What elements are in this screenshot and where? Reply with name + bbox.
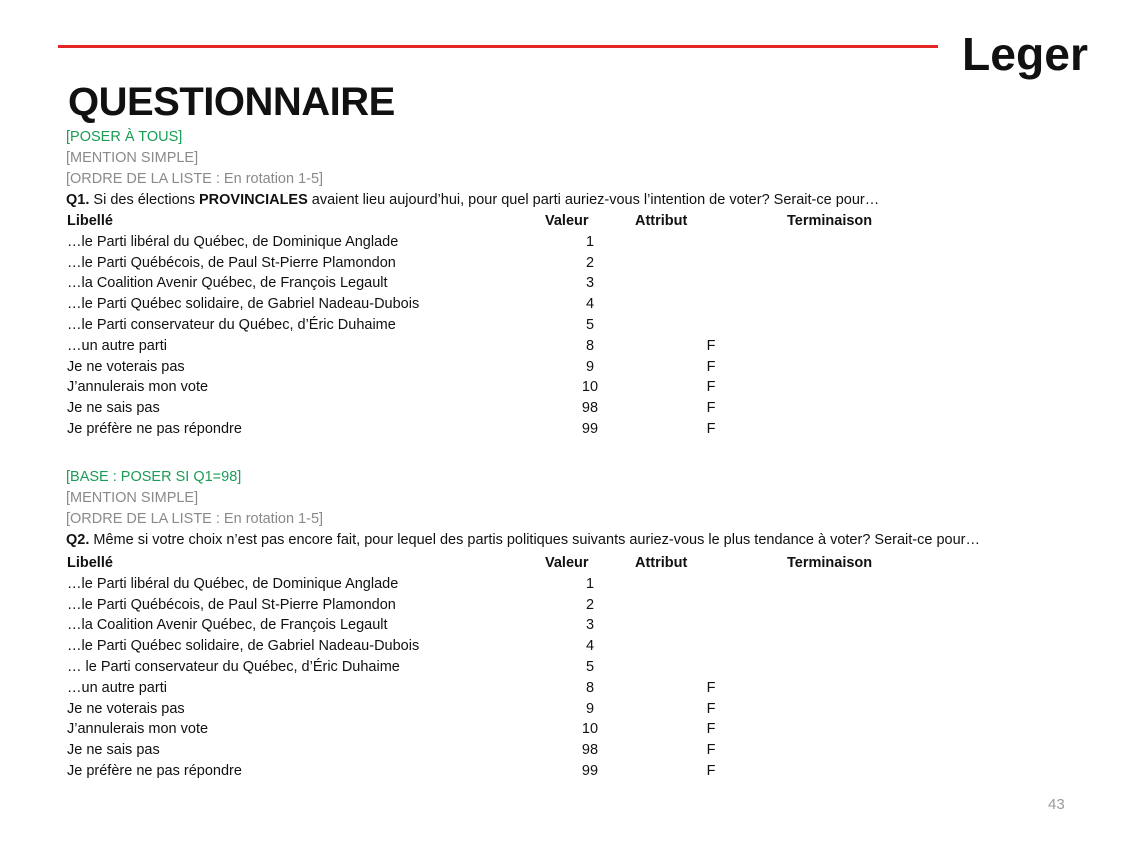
row-termination (787, 615, 937, 636)
table-row (67, 232, 937, 253)
row-label: …le Parti Québécois, de Paul St-Pierre Plamondon (67, 254, 396, 271)
table-row (67, 615, 937, 636)
col-attribute-header: Attribut (635, 555, 688, 571)
row-attribute (635, 273, 787, 294)
row-attribute (635, 595, 787, 616)
row-attribute: F (706, 721, 716, 738)
row-attribute (635, 657, 787, 678)
row-termination (787, 357, 937, 378)
row-value: 1 (585, 233, 595, 250)
row-value: 99 (581, 420, 599, 437)
q1-order: [ORDRE DE LA LISTE : En rotation 1-5] (66, 171, 324, 187)
question-q1-block (66, 127, 1106, 440)
row-termination (787, 719, 937, 740)
row-label: …le Parti libéral du Québec, de Dominique Anglade (67, 233, 399, 250)
row-value: 8 (585, 679, 595, 696)
row-label: …le Parti Québec solidaire, de Gabriel Nadeau-Dubois (67, 638, 420, 655)
table-row (67, 699, 937, 720)
col-value-header: Valeur (545, 555, 589, 571)
row-attribute (635, 315, 787, 336)
row-value: 4 (585, 296, 595, 313)
row-attribute: F (706, 400, 716, 417)
row-termination (787, 699, 937, 720)
q2-order: [ORDRE DE LA LISTE : En rotation 1-5] (66, 511, 324, 527)
row-label: … le Parti conservateur du Québec, d’Éric Duhaime (67, 658, 400, 675)
col-value-header: Valeur (545, 213, 589, 229)
row-attribute: F (706, 742, 716, 759)
row-label: …le Parti Québécois, de Paul St-Pierre Plamondon (67, 596, 396, 613)
row-value: 1 (585, 575, 595, 592)
row-value: 9 (585, 700, 595, 717)
table-row (67, 398, 937, 419)
table-row (67, 377, 937, 398)
row-termination (787, 740, 937, 761)
q1-number: Q1. (66, 192, 90, 208)
q1-header-row (67, 211, 937, 232)
row-label: J’annulerais mon vote (67, 379, 209, 396)
row-termination (787, 315, 937, 336)
row-label: …le Parti Québec solidaire, de Gabriel Nadeau-Dubois (67, 296, 420, 313)
q2-question (66, 530, 1106, 551)
row-termination (787, 273, 937, 294)
page-number: 43 (1048, 796, 1065, 813)
table-row (67, 657, 937, 678)
row-label: Je préfère ne pas répondre (67, 420, 242, 437)
row-label: J’annulerais mon vote (67, 721, 209, 738)
row-attribute (635, 615, 787, 636)
row-label: Je ne sais pas (67, 742, 160, 759)
table-row (67, 719, 937, 740)
q2-mention: [MENTION SIMPLE] (66, 490, 199, 506)
row-label: Je ne voterais pas (67, 700, 185, 717)
q1-text-after: avaient lieu aujourd’hui, pour quel parti auriez-vous l’intention de voter? Serait-ce pour… (307, 192, 880, 208)
row-attribute: F (706, 358, 716, 375)
leger-logo (960, 28, 1100, 104)
q2-instruction: [BASE : POSER SI Q1=98] (66, 469, 242, 485)
row-value: 9 (585, 358, 595, 375)
row-attribute (635, 574, 787, 595)
row-termination (787, 253, 937, 274)
question-q2-block (66, 467, 1106, 782)
row-attribute: F (706, 420, 716, 437)
row-termination (787, 294, 937, 315)
table-row (67, 636, 937, 657)
table-row (67, 595, 937, 616)
table-row (67, 253, 937, 274)
row-label: …un autre parti (67, 679, 167, 696)
row-attribute: F (706, 700, 716, 717)
row-value: 3 (585, 275, 595, 292)
col-label-header: Libellé (67, 555, 113, 571)
leger-logo-text: Leger (962, 28, 1089, 80)
row-label: Je ne sais pas (67, 400, 160, 417)
q1-text-before: Si des élections (89, 192, 199, 208)
row-attribute: F (706, 337, 716, 354)
row-attribute: F (706, 379, 716, 396)
q1-text-bold: PROVINCIALES (199, 192, 308, 208)
row-value: 2 (585, 596, 595, 613)
row-termination (787, 678, 937, 699)
row-termination (787, 574, 937, 595)
row-label: …le Parti conservateur du Québec, d’Éric Duhaime (67, 316, 396, 333)
row-attribute (635, 636, 787, 657)
row-termination (787, 232, 937, 253)
row-termination (787, 336, 937, 357)
row-attribute (635, 232, 787, 253)
row-label: …la Coalition Avenir Québec, de François Legault (67, 275, 388, 292)
header-rule (58, 45, 938, 48)
row-termination (787, 657, 937, 678)
q1-question (66, 190, 1106, 211)
page-title: QUESTIONNAIRE (68, 80, 395, 124)
q2-header-row (67, 553, 937, 574)
row-label: …un autre parti (67, 337, 167, 354)
row-termination (787, 636, 937, 657)
q2-text: Même si votre choix n’est pas encore fait, pour lequel des partis politiques suivants auriez-vous le plus tendance à voter? Serait-ce pour… (89, 532, 980, 548)
table-row (67, 761, 937, 782)
table-row (67, 678, 937, 699)
col-termination-header: Terminaison (787, 213, 873, 229)
q1-code-table (67, 211, 937, 440)
row-value: 5 (585, 658, 595, 675)
row-value: 99 (581, 762, 599, 779)
row-termination (787, 595, 937, 616)
table-row (67, 419, 937, 440)
row-value: 10 (581, 721, 599, 738)
col-attribute-header: Attribut (635, 213, 688, 229)
col-termination-header: Terminaison (787, 555, 873, 571)
table-row (67, 740, 937, 761)
row-value: 8 (585, 337, 595, 354)
row-termination (787, 377, 937, 398)
row-attribute: F (706, 762, 716, 779)
row-termination (787, 419, 937, 440)
row-termination (787, 398, 937, 419)
row-value: 98 (581, 742, 599, 759)
row-value: 4 (585, 638, 595, 655)
q2-number: Q2. (66, 532, 90, 548)
row-label: Je ne voterais pas (67, 358, 185, 375)
table-row (67, 336, 937, 357)
q1-mention: [MENTION SIMPLE] (66, 150, 199, 166)
row-label: Je préfère ne pas répondre (67, 762, 242, 779)
row-value: 98 (581, 400, 599, 417)
table-row (67, 315, 937, 336)
table-row (67, 574, 937, 595)
row-value: 10 (581, 379, 599, 396)
row-attribute: F (706, 679, 716, 696)
q1-instruction: [POSER À TOUS] (66, 129, 183, 145)
table-row (67, 273, 937, 294)
table-row (67, 294, 937, 315)
col-label-header: Libellé (67, 213, 113, 229)
row-label: …le Parti libéral du Québec, de Dominique Anglade (67, 575, 399, 592)
row-label: …la Coalition Avenir Québec, de François Legault (67, 617, 388, 634)
row-value: 3 (585, 617, 595, 634)
table-row (67, 357, 937, 378)
row-value: 2 (585, 254, 595, 271)
row-value: 5 (585, 316, 595, 333)
row-attribute (635, 294, 787, 315)
row-termination (787, 761, 937, 782)
row-attribute (635, 253, 787, 274)
q2-code-table (67, 553, 937, 782)
